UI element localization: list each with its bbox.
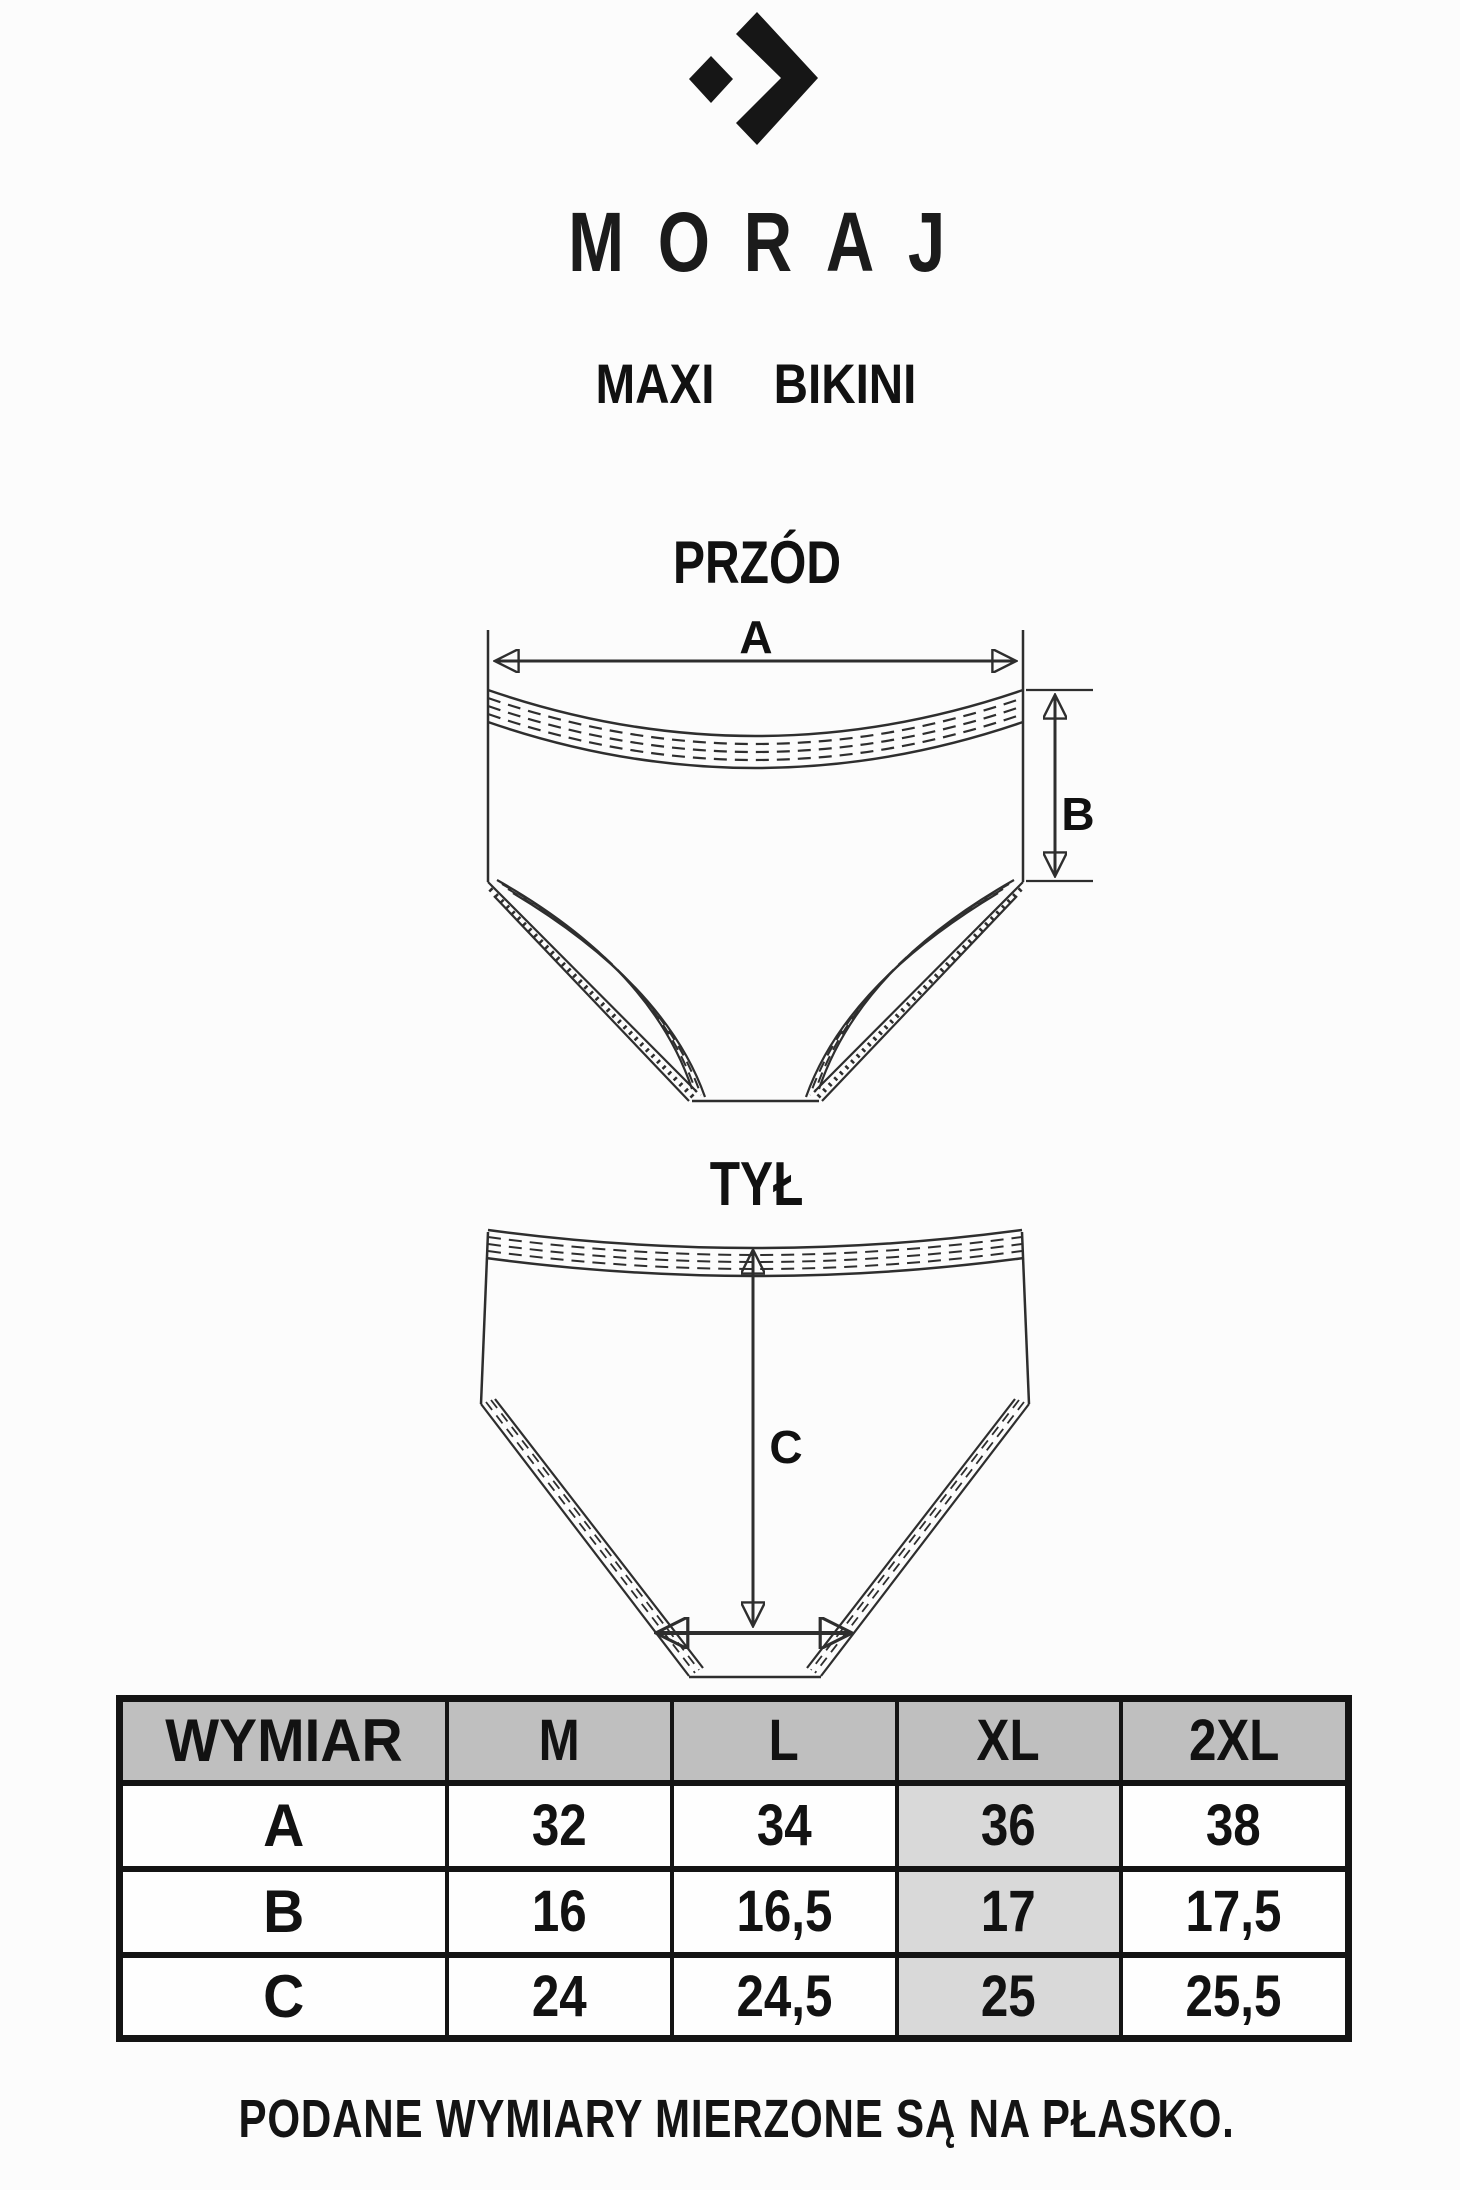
front-left-leg-curve — [513, 893, 705, 1097]
value-b-xl: 17 — [897, 1869, 1121, 1955]
value-a-l: 34 — [672, 1783, 897, 1869]
back-waistband-bottom — [486, 1258, 1024, 1276]
brand-name-text: MORAJ — [568, 195, 980, 289]
table-row-a — [120, 1783, 1349, 1869]
product-title-word-2: BIKINI — [773, 352, 917, 415]
header-size-m: M — [447, 1699, 672, 1783]
header-size-xl: XL — [897, 1699, 1121, 1783]
back-left-edge — [481, 1232, 488, 1404]
back-left-leg-stitch — [491, 1400, 699, 1670]
front-left-leg-band — [488, 882, 697, 1092]
header-wymiar: WYMIAR — [120, 1699, 447, 1783]
product-title — [27, 352, 1460, 415]
front-right-leg-stitch — [810, 889, 1003, 1095]
front-left-leg-band-dots — [490, 889, 693, 1097]
back-right-leg-band — [807, 1399, 1015, 1668]
value-c-l: 24,5 — [672, 1955, 897, 2039]
row-label-c: C — [120, 1955, 447, 2039]
size-table-header-row — [120, 1699, 1349, 1783]
back-right-leg-band — [821, 1404, 1029, 1676]
row-label-a: A — [120, 1783, 447, 1869]
back-view-heading: TYŁ — [710, 1150, 804, 1219]
front-right-leg-band — [822, 896, 1017, 1101]
front-view-heading: PRZÓD — [673, 529, 841, 596]
value-a-m: 32 — [447, 1783, 672, 1869]
back-left-leg-band — [495, 1399, 703, 1668]
dim-c-label: C — [769, 1421, 803, 1473]
diamond-chevron-logo-icon — [640, 0, 860, 170]
back-waistband-stitch — [488, 1244, 1022, 1262]
dim-b-label: B — [1061, 788, 1095, 840]
value-c-m: 24 — [447, 1955, 672, 2039]
front-right-leg-band-dots — [818, 889, 1021, 1097]
table-row-c — [120, 1955, 1349, 2039]
row-label-b: B — [120, 1869, 447, 1955]
value-c-xl: 25 — [897, 1955, 1121, 2039]
dim-a-label: A — [739, 611, 773, 663]
size-table — [116, 1695, 1352, 2042]
front-waistband-top — [488, 690, 1023, 736]
back-waistband-top — [488, 1230, 1022, 1248]
value-a-xl: 36 — [897, 1783, 1121, 1869]
value-b-2xl: 17,5 — [1121, 1869, 1349, 1955]
front-right-leg-band — [814, 882, 1023, 1092]
front-left-leg-stitch — [508, 889, 701, 1095]
header-size-2xl: 2XL — [1121, 1699, 1349, 1783]
value-b-l: 16,5 — [672, 1869, 897, 1955]
header-size-l: L — [672, 1699, 897, 1783]
value-b-m: 16 — [447, 1869, 672, 1955]
brand-name — [27, 195, 1460, 289]
value-c-2xl: 25,5 — [1121, 1955, 1349, 2039]
back-right-edge — [1022, 1232, 1029, 1404]
front-view-diagram — [430, 595, 1120, 1125]
table-row-b — [120, 1869, 1349, 1955]
back-left-leg-band — [481, 1404, 689, 1676]
product-title-word-1: MAXI — [595, 352, 715, 415]
front-left-leg-band — [494, 896, 689, 1101]
measurement-footnote: PODANE WYMIARY MIERZONE SĄ NA PŁASKO. — [238, 2089, 1236, 2149]
back-view-diagram — [430, 1222, 1120, 1692]
back-right-leg-stitch — [811, 1400, 1019, 1670]
front-waistband-bottom — [488, 722, 1023, 768]
front-right-leg-curve — [806, 893, 998, 1097]
value-a-2xl: 38 — [1121, 1783, 1349, 1869]
